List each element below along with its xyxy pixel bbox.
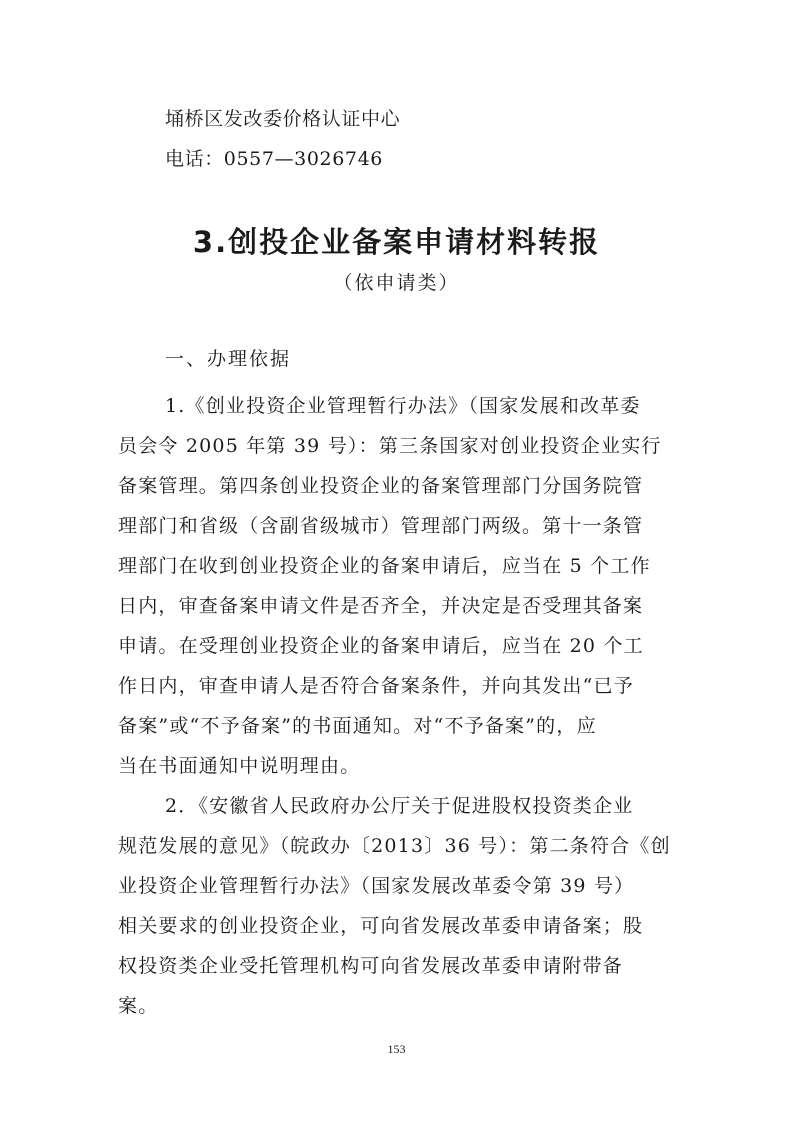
phone-number: 电话：0557—3026746: [165, 148, 383, 170]
para1-line: 申请。在受理创业投资企业的备案申请后，应当在 20 个工: [118, 635, 644, 657]
para2-line: 2．《安徽省人民政府办公厅关于促进股权投资类企业: [165, 795, 634, 817]
para1-line: 备案”或“不予备案”的书面通知。对“不予备案”的，应: [118, 715, 597, 737]
para2-line: 案。: [118, 995, 159, 1017]
org-name: 埇桥区发改委价格认证中心: [165, 108, 401, 130]
para2-line: 相关要求的创业投资企业，可向省发展改革委申请备案；股: [118, 915, 644, 937]
page-subtitle: （依申请类）: [333, 272, 460, 294]
para1-line: 日内，审查备案申请文件是否齐全，并决定是否受理其备案: [118, 595, 644, 617]
para2-line: 业投资企业管理暂行办法》（国家发展改革委令第 39 号）: [118, 875, 635, 897]
page-number: 153: [387, 1042, 406, 1056]
para1-line: 作日内，审查申请人是否符合备案条件，并向其发出“已予: [118, 675, 634, 697]
para1-line: 当在书面通知中说明理由。: [118, 755, 361, 777]
section-heading: 一、办理依据: [165, 348, 292, 370]
para1-line: 员会令 2005 年第 39 号）：第三条国家对创业投资企业实行: [118, 435, 662, 457]
para1-line: 1.《创业投资企业管理暂行办法》（国家发展和改革委: [165, 395, 641, 417]
para2-line: 规范发展的意见》（皖政办〔2013〕36 号）：第二条符合《创: [118, 835, 671, 857]
page-title: 3.创投企业备案申请材料转报: [192, 225, 601, 259]
para1-line: 理部门在收到创业投资企业的备案申请后，应当在 5 个工作: [118, 555, 651, 577]
para1-line: 备案管理。第四条创业投资企业的备案管理部门分国务院管: [118, 475, 644, 497]
para2-line: 权投资类企业受托管理机构可向省发展改革委申请附带备: [118, 955, 624, 977]
para1-line: 理部门和省级（含副省级城市）管理部门两级。第十一条管: [118, 515, 644, 537]
